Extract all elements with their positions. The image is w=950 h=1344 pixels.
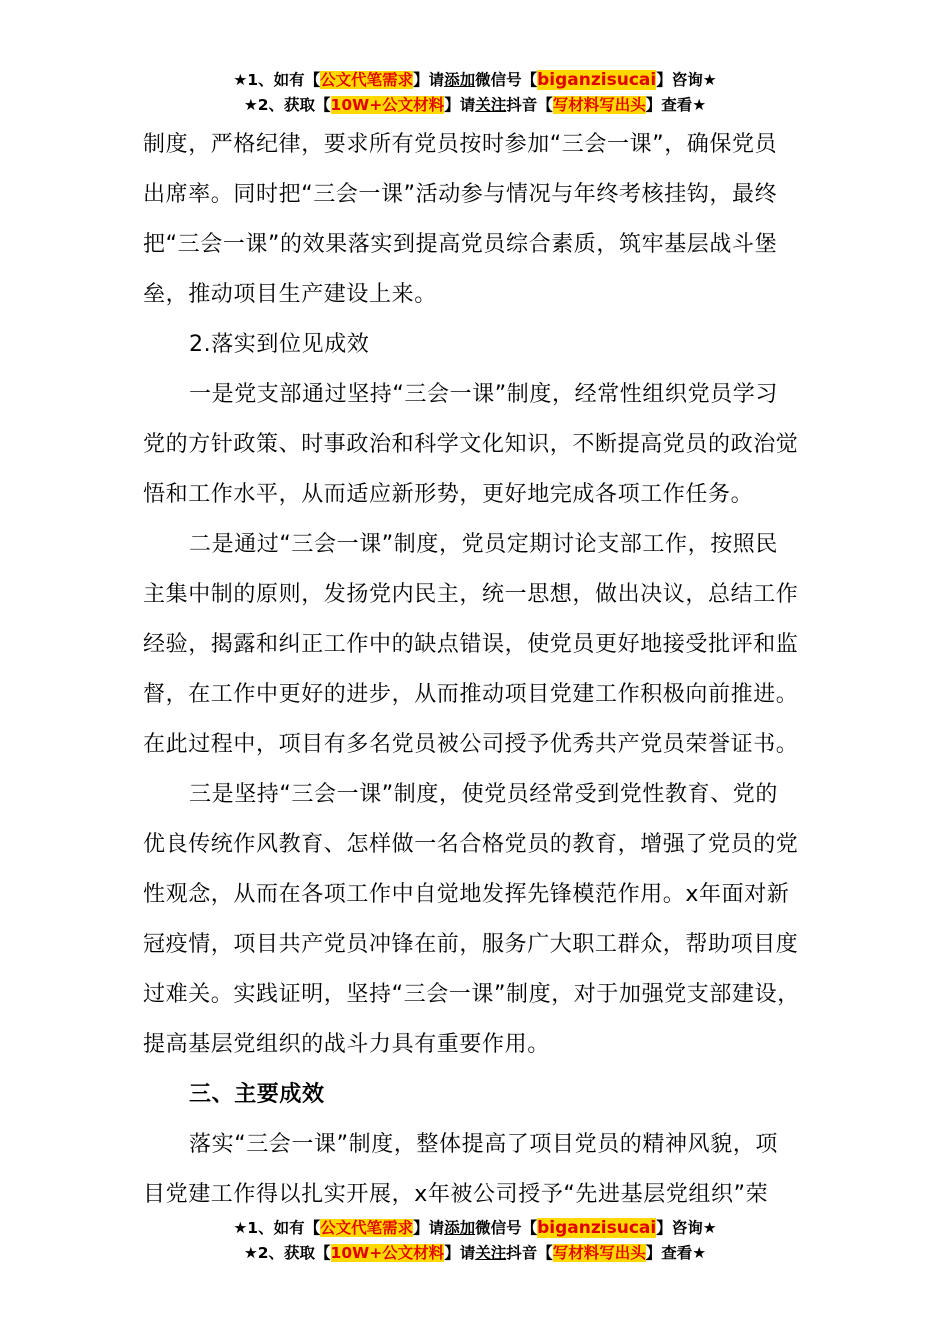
promo-line-2: ★2、获取【10W+公文材料】请关注抖音【写材料写出头】查看★ bbox=[243, 1244, 707, 1262]
star-icon: ★ bbox=[243, 1244, 258, 1262]
document-body bbox=[143, 120, 833, 1220]
highlight-materials: 10W+公文材料 bbox=[330, 1244, 445, 1262]
wechat-id: biganzisucai bbox=[537, 1218, 657, 1238]
promo-line-1: ★1、如有【公文代笔需求】请添加微信号【biganzisucai】咨询★ bbox=[233, 70, 717, 90]
highlight-materials: 10W+公文材料 bbox=[330, 96, 445, 114]
douyin-account: 写材料写出头 bbox=[552, 96, 646, 114]
paragraph-1: 制度，严格纪律，要求所有党员按时参加“三会一课”，确保党员 出席率。同时把“三会一课”活动参与情况与年终考核挂钩，最终 把“三会一课”的效果落实到提高党员综合素质，筑牢基层战斗堡 垒，推动项目生产建设上来。 bbox=[143, 132, 778, 307]
bottom-promo-banner bbox=[0, 1216, 950, 1266]
promo-line-2: ★2、获取【10W+公文材料】请关注抖音【写材料写出头】查看★ bbox=[243, 96, 707, 114]
paragraph-3: 二是通过“三会一课”制度，党员定期讨论支部工作，按照民 主集中制的原则，发扬党内民主，统一思想，做出决议，总结工作 经验，揭露和纠正工作中的缺点错误，使党员更好地接受批评和监 督，在工作中更好的进步，从而推动项目党建工作积极向前推进。 在此过程中，项目有多名党员被公司授予优秀共产党员荣誉证书。 bbox=[143, 532, 799, 757]
top-promo-banner bbox=[0, 68, 950, 118]
highlight-service: 公文代笔需求 bbox=[320, 1219, 414, 1237]
douyin-account: 写材料写出头 bbox=[552, 1244, 646, 1262]
section-heading-3: 三、主要成效 bbox=[189, 1082, 325, 1107]
star-icon: ★ bbox=[233, 71, 248, 89]
paragraph-5: 落实“三会一课”制度，整体提高了项目党员的精神风貌，项 目党建工作得以扎实开展，x年被公司授予“先进基层党组织”荣 bbox=[143, 1132, 778, 1207]
paragraph-4: 三是坚持“三会一课”制度，使党员经常受到党性教育、党的 优良传统作风教育、怎样做一名合格党员的教育，增强了党员的党 性观念，从而在各项工作中自觉地发挥先锋模范作用。x年面对新 冠疫情，项目共产党员冲锋在前，服务广大职工群众，帮助项目度 过难关。实践证明，坚持“三会一课”制度，对于加强党支部建设， 提高基层党组织的战斗力具有重要作用。 bbox=[143, 782, 800, 1057]
wechat-id: biganzisucai bbox=[537, 70, 657, 90]
star-icon: ★ bbox=[233, 1219, 248, 1237]
promo-line-1: ★1、如有【公文代笔需求】请添加微信号【biganzisucai】咨询★ bbox=[233, 1218, 717, 1238]
highlight-service: 公文代笔需求 bbox=[320, 71, 414, 89]
paragraph-2: 一是党支部通过坚持“三会一课”制度，经常性组织党员学习 党的方针政策、时事政治和科学文化知识，不断提高党员的政治觉 悟和工作水平，从而适应新形势，更好地完成各项工作任务。 bbox=[143, 382, 799, 507]
section-heading-2: 2.落实到位见成效 bbox=[189, 332, 370, 357]
star-icon: ★ bbox=[243, 96, 258, 114]
